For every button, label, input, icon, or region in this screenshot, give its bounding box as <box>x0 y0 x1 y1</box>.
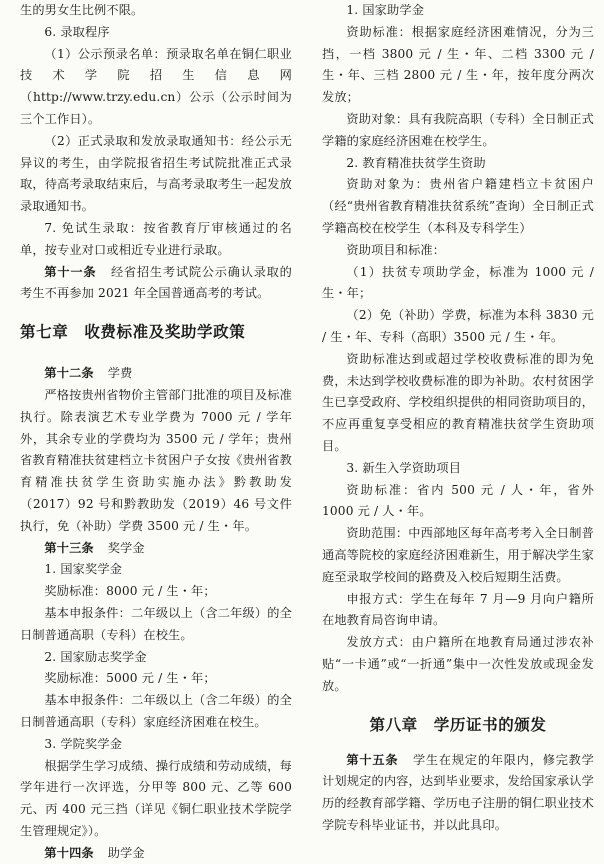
article-title: 第十三条 <box>44 540 94 555</box>
chapter-number: 第七章 <box>20 323 69 342</box>
paragraph: 6. 录取程序 <box>44 24 110 39</box>
paragraph: 奖励标准：8000 元 / 生・年； <box>44 584 216 599</box>
paragraph: 根据学生学习成绩、操行成绩和劳动成绩，每学年进行一次评选，分甲等 800 元、乙等 600 元、丙 400 元三挡（详见《铜仁职业技术学院学生管理规定》）。 <box>20 758 292 838</box>
article-heading: 学费 <box>107 366 133 381</box>
paragraph: 1. 国家助学金 <box>346 3 425 17</box>
paragraph: 7. 免试生录取：按省教育厅审核通过的名单，按专业对口或相近专业进行录取。 <box>20 220 292 257</box>
paragraph: 生的男女生比例不限。 <box>20 3 144 17</box>
paragraph: 2. 国家励志奖学金 <box>44 649 147 664</box>
paragraph: 3. 新生入学资助项目 <box>346 460 462 475</box>
article-heading: 助学金 <box>107 845 145 860</box>
left-column <box>20 0 292 860</box>
paragraph: 奖励标准：5000 元 / 生・年； <box>44 671 216 686</box>
paragraph: 申报方式：学生在每年 7 月—9 月向户籍所在地教育局咨询申请。 <box>322 591 594 628</box>
paragraph: 资助范围：中西部地区每年高考考入全日制普通高等院校的家庭经济困难新生，用于解决学生家庭至录取学校间的路费及入校后短期生活费。 <box>322 526 594 584</box>
chapter-title: 学历证书的颁发 <box>433 715 547 734</box>
article-title: 第十一条 <box>44 264 97 279</box>
paragraph: 3. 学院奖学金 <box>44 736 123 751</box>
article-13 <box>20 538 292 560</box>
paragraph: 资助对象为：贵州省户籍建档立卡贫困户（经“贵州省教育精准扶贫系统”查询）全日制正式学籍高校在校学生（本科及专科学生） <box>322 177 594 235</box>
right-column <box>322 0 594 846</box>
chapter-7-heading <box>20 321 292 343</box>
article-heading: 奖学金 <box>107 540 145 555</box>
paragraph: （1）公示预录名单：预录取名单在铜仁职业技术学院招生信息网（http://www.trzy.edu.cn）公示（公示时间为三个工作日）。 <box>20 46 292 126</box>
article-text: 学生在规定的年限内，修完教学计划规定的内容，达到毕业要求，发给国家承认学历的经教育部学籍、学历电子注册的铜仁职业技术学院专科毕业证书，并以此具印。 <box>322 752 594 832</box>
paragraph: 资助标准：根据家庭经济困难情况，分为三挡，一档 3800 元 / 生・年、二档 3300 元 / 生・年、三档 2800 元 / 生・年，按年度分两次发放； <box>322 24 594 105</box>
article-12 <box>20 363 292 385</box>
paragraph: （2）免（补助）学费，标准为本科 3830 元 / 生・年、专科（高职）3500 元 / 生・年。 <box>322 308 594 344</box>
paragraph: 2. 教育精准扶贫学生资助 <box>346 155 486 170</box>
article-14 <box>20 843 292 864</box>
paragraph: 资助标准达到或超过学校收费标准的即为免费，未达到学校收费标准的即为补助。农村贫困学生已享受政府、学校组织提供的相同资助项目的，不应再重复享受相应的教育精准扶贫学生资助项目。 <box>322 351 594 453</box>
paragraph: 基本申报条件：二年级以上（含二年级）的全日制普通高职（专科）在校生。 <box>20 605 292 642</box>
chapter-number: 第八章 <box>369 715 418 734</box>
paragraph: （2）正式录取和发放录取通知书：经公示无异议的考生，由学院报省招生考试院批准正式录取，待高考录取结束后，与高考录取考生一起发放录取通知书。 <box>20 133 292 214</box>
article-text: 经省招生考试院公示确认录取的考生不再参加 2021 年全国普通高考的考试。 <box>20 264 292 301</box>
article-title: 第十五条 <box>346 752 399 767</box>
article-11 <box>20 262 292 306</box>
article-title: 第十二条 <box>44 366 94 381</box>
paragraph: 资助标准：省内 500 元 / 人・年，省外 1000 元 / 人・年。 <box>322 482 594 519</box>
paragraph: （1）扶贫专项助学金，标准为 1000 元 / 生・年； <box>322 264 594 301</box>
paragraph: 发放方式：由户籍所在地教育局通过涉农补贴“一卡通”或“一折通”集中一次性发放或现金发放。 <box>322 635 594 693</box>
article-title: 第十四条 <box>44 845 94 860</box>
paragraph: 资助项目和标准： <box>346 242 446 257</box>
paragraph: 资助对象：具有我院高职（专科）全日制正式学籍的家庭经济困难在校学生。 <box>322 111 594 148</box>
chapter-title: 收费标准及奖助学政策 <box>84 323 246 342</box>
paragraph: 基本申报条件：二年级以上（含二年级）的全日制普通高职（专科）家庭经济困难在校生。 <box>20 693 292 729</box>
paragraph: 1. 国家奖学金 <box>44 562 123 577</box>
paragraph: 严格按贵州省物价主管部门批准的项目及标准执行。除表演艺术专业学费为 7000 元 / 学年外，其余专业的学费均为 3500 元 / 学年；贵州省教育精准扶贫建档立卡贫困户子女按《贵州省教育精准扶贫学生资助实施办法》黔教助发（2017）92 号和黔教助发（2019）46 号文件执行，免（补助）学费 3500 元 / 生・年。 <box>20 387 292 533</box>
article-15 <box>322 750 594 837</box>
chapter-8-heading <box>322 714 594 736</box>
